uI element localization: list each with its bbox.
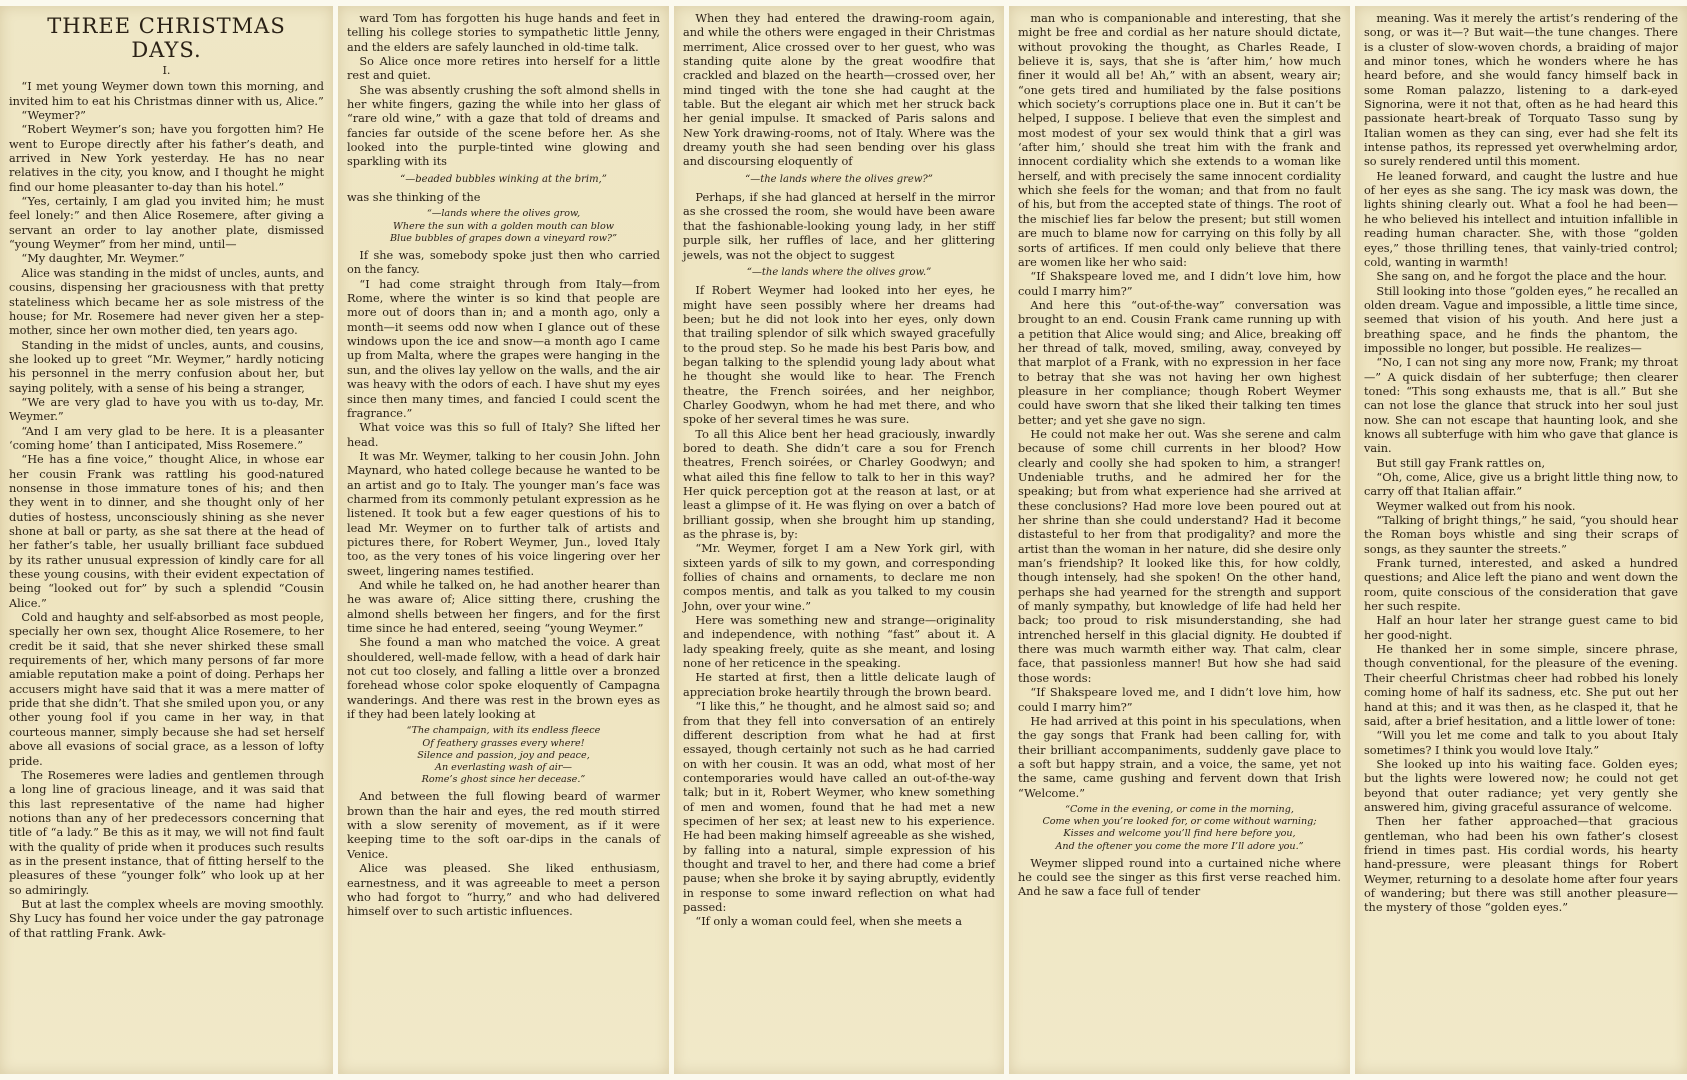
column-3-text-b	[683, 191, 995, 263]
paragraph: Here was something new and strange—originality and independence, with nothing “fast” about it. A lady speaking freely, quite as she meant, and losing none of her reticence in the speaking.	[683, 614, 995, 671]
paragraph: “If Shakspeare loved me, and I didn’t love him, how could I marry him?”	[1018, 270, 1341, 298]
paragraph: “My daughter, Mr. Weymer.”	[21, 252, 185, 266]
poem-line: Where the sun with a golden mouth can blow	[393, 220, 614, 232]
paragraph: What voice was this so full of Italy? She lifted her head.	[347, 421, 660, 449]
article-title: THREE CHRISTMAS DAYS.	[47, 14, 286, 62]
paragraph: It was Mr. Weymer, talking to her cousin John. John Maynard, who hated college because he wanted to be an artist and go to Italy. The younger man’s face was charmed from its commonly petulant expression as he listened. It took but a few eager questions of his to lead Mr. Weymer on to further talk of artists and pictures there, for Robert Weymer, Jun., loved Italy too, as the very tones of his voice lingering over her sweet, lingering names testified.	[347, 449, 660, 578]
column-5	[1355, 6, 1687, 1074]
poem-line: Of feathery grasses every where!	[422, 737, 585, 749]
paragraph: Cold and haughty and self-absorbed as most people, specially her own sex, thought Alice Rosemere, to her credit be it said, that she never shirked these small requirements of her, which many persons of far more amiable reputation make a point of doing. Perhaps her accusers might have said that it was a mere matter of pride that she didn’t. That she smiled upon you, or any other young fool if you came in her way, in that courteous manner, simply because she had set herself above all evasions of social grace, as a lesson of lofty pride.	[9, 611, 324, 768]
paragraph: He thanked her in some simple, sincere phrase, though conventional, for the pleasure of the evening. Their cheerful Christmas cheer had robbed his lonely coming home of half its sadness, etc. She put out her hand at this; and it was then, as he clasped it, that he said, after a brief hesitation, and a little lower of tone:	[1364, 643, 1678, 728]
paragraph: “Oh, come, Alice, give us a bright little thing now, to carry off that Italian affair.”	[1364, 471, 1678, 499]
column-2-text-c	[347, 249, 660, 722]
paragraph: “I like this,” he thought, and he almost said so; and from that they fell into conversation of an entirely different description from what he had at first essayed, though certainly not such as he had carried on with her cousin. It was an odd, what most of her contemporaries would have called an out-of-the-way talk; but in it, Robert Weymer, who knew something of men and women, found that he had met a new specimen of her sex; at least new to his experience. He had been making himself agreeable as she wished, by falling into a natural, simple expression of his thought and travel to her, and there had come a brief pause; when she broke it by saying abruptly, evidently in response to some inward reflection on what had passed:	[683, 700, 995, 914]
paragraph: So Alice once more retires into herself for a little rest and quiet.	[347, 55, 660, 83]
paragraph: Alice was standing in the midst of uncles, aunts, and cousins, dispensing her graciousness with that pretty stateliness which became her as sole mistress of the house; for Mr. Rosemere had never given her a step-mother, since her own mother died, ten years ago.	[9, 266, 324, 338]
column-1	[0, 6, 333, 1074]
paragraph: To all this Alice bent her head graciously, inwardly bored to death. She didn’t care a sou for French theatres, French soirées, or Charley Goodwyn; and what ailed this fine fellow to talk to her in this way? Her quick perception got at the reason at last, or at least a glimpse of it. He was flying on over a batch of brilliant gossip, when she brought him up standing, as the phrase is, by:	[683, 427, 995, 542]
paragraph: “He has a fine voice,” thought Alice, in whose ear her cousin Frank was rattling his good-natured nonsense in those immature tones of his; and then they went in to dinner, and she thought only of her duties of hostess, unconsciously shining as she never shone at ball or party, as she sat there at the head of her father’s table, her usually brilliant face subdued by its rather unusual expression of kindly care for all these young cousins, with their evident expectation of being “looked out for” by such a splendid “Cousin Alice.”	[9, 453, 324, 610]
column-1-text	[9, 80, 324, 941]
paragraph: “We are very glad to have you with us to-day, Mr. Weymer.”	[9, 395, 324, 424]
column-4-text-a	[1018, 12, 1341, 801]
poem-line: Rome’s ghost since her decease.”	[421, 774, 586, 786]
paragraph: ward Tom has forgotten his huge hands and feet in telling his college stories to sympathetic little Jenny, and the elders are safely launched in old-time talk.	[347, 12, 660, 54]
paragraph: She sang on, and he forgot the place and the hour.	[1376, 270, 1667, 284]
paragraph: He leaned forward, and caught the lustre and hue of her eyes as she sang. The icy mask was down, the lights shining clearly out. What a fool he had been—he who believed his intellect and intuition infallible in reading human character. She, with those “golden eyes,” those thrilling tenes, that vainly-tried control; cold, wanting in warmth!	[1364, 169, 1678, 269]
paragraph: Half an hour later her strange guest came to bid her good-night.	[1364, 614, 1678, 642]
paragraph: If Robert Weymer had looked into her eyes, he might have seen possibly where her dreams had been; but he did not look into her eyes, only down that trailing splendor of silk which swayed gracefully to the proud step. So he made his best Paris bow, and began talking to the splendid young lady about what he thought she would like to hear. The French theatre, the French soirées, and her neighbor, Charley Goodwyn, whom he had met there, and who spoke of her several times he was sure.	[683, 284, 995, 427]
poem-line: Kisses and welcome you’ll find here before you,	[1063, 828, 1296, 840]
paragraph: “No, I can not sing any more now, Frank; my throat—” A quick disdain of her subterfuge; then clearer toned: “This song exhausts me, that is all.” But she can not lose the glance that struck into her soul just now. She can not escape that haunting look, and she knows all subterfuge with him who gave that glance is vain.	[1364, 356, 1678, 456]
paragraph: Perhaps, if she had glanced at herself in the mirror as she crossed the room, she would have been aware that the fashionable-looking young lady, in her stiff purple silk, her ruffles of lace, and her glittering jewels, was not the object to suggest	[683, 191, 995, 262]
paragraph: But at last the complex wheels are moving smoothly. Shy Lucy has found her voice under the gay patronage of that rattling Frank. Awk-	[9, 897, 324, 940]
poem-olives	[347, 208, 660, 245]
paragraph: meaning. Was it merely the artist’s rendering of the song, or was it—? But wait—the tune changes. There is a cluster of slow-woven chords, a braiding of major and minor tones, which he wonders where he has heard before, and she would fancy himself back in some Roman palazzo, listening to a dark-eyed Signorina, were it not that, often as he had heard this passionate heart-break of Torquato Tasso sung by Italian women as they can sing, ever had she felt its intense pathos, its repressed yet overwhelming ardor, so surely rendered until this moment.	[1364, 12, 1678, 169]
section-number: I.	[162, 64, 171, 77]
paragraph: He started at first, then a little delicate laugh of appreciation broke heartily through the brown beard.	[683, 671, 995, 699]
poem-line: Blue bubbles of grapes down a vineyard row?”	[390, 232, 617, 244]
paragraph: “I met young Weymer down town this morning, and invited him to eat his Christmas dinner with us, Alice.”	[9, 80, 324, 108]
paragraph: “Will you let me come and talk to you about Italy sometimes? I think you would love Italy.”	[1364, 729, 1678, 757]
poem-line: “Come in the evening, or come in the morning,	[1065, 803, 1294, 815]
column-4-text-b	[1018, 857, 1341, 900]
paragraph: “If only a woman could feel, when she meets a	[695, 915, 962, 929]
paragraph: man who is companionable and interesting, that she might be free and cordial as her nature should dictate, without provoking the thought, as Charles Reade, I believe it is, says, that she is ‘after him,’ how much finer it would all be! Ah,” with an absent, weary air; “one gets tired and humiliated by the false positions which society’s corruptions place one in. But it can’t be helped, I suppose. I believe that even the simplest and most modest of your sex would think that a girl was ‘after him,’ should she treat him with the frank and innocent cordiality which she extends to a woman like herself, and with precisely the same innocent cordiality which she feels for the woman; and that from no fault of his, but from the accepted state of things. The root of the mischief lies far below the present; but still women are much to blame now for carrying on this folly by all sorts of artifices. If men could only believe that there are women like her who said:	[1018, 12, 1341, 269]
paragraph: Frank turned, interested, and asked a hundred questions; and Alice left the piano and went down the room, quite conscious of the consideration that gave her such respite.	[1364, 557, 1678, 614]
paragraph: “Weymer?”	[21, 109, 86, 123]
column-3	[674, 6, 1004, 1074]
paragraph: “If Shakspeare loved me, and I didn’t love him, how could I marry him?”	[1018, 686, 1341, 714]
paragraph: When they had entered the drawing-room again, and while the others were engaged in their Christmas merriment, Alice crossed over to her guest, who was standing quite alone by the great woodfire that crackled and blazed on the hearth—crossed over, her mind tinged with the tone she had caught at the table. But the elegant air which met her struck back her genial impulse. It smacked of Paris salons and New York drawing-rooms, not of Italy. Where was the dreamy youth she had seen bending over his glass and discoursing eloquently of	[683, 12, 995, 169]
paragraph: The Rosemeres were ladies and gentlemen through a long line of gracious lineage, and it was said that this last representative of the name had higher notions than any of her predecessors concerning that title of “a lady.” Be this as it may, we will not find fault with the quality of pride when it produces such results as in the present instance, that of fitting herself to the pleasures of these “younger folk” who look up at her so admiringly.	[9, 768, 324, 897]
paragraph: “I had come straight through from Italy—from Rome, where the winter is so kind that people are more out of doors than in; and a month ago, only a month—it seems odd now when I glance out of these windows upon the ice and snow—a month ago I came up from Malta, where the grapes were hanging in the sun, and the olives lay yellow on the walls, and the air was heavy with the odors of each. I have shut my eyes since then many times, and fancied I could scent the fragrance.”	[347, 277, 660, 420]
poem-line: And the oftener you come the more I’ll adore you.”	[1055, 840, 1304, 852]
column-5-text	[1364, 12, 1678, 916]
paragraph: Still looking into those “golden eyes,” he recalled an olden dream. Vague and impossible, a little time since, seemed that vision of his youth. And here just a breathing space, and he finds the phantom, the impossible no longer, but possible. He realizes—	[1364, 284, 1678, 355]
paragraph: Weymer slipped round into a curtained niche where he could see the singer as this first verse reached him. And he saw a face full of tender	[1018, 856, 1341, 899]
column-3-text-a	[683, 12, 995, 170]
paragraph: Weymer walked out from his nook.	[1376, 499, 1576, 513]
column-3-text-c	[683, 284, 995, 929]
paragraph: “Talking of bright things,” he said, “you should hear the Roman boys whistle and sing their scraps of songs, as they saunter the streets.”	[1364, 514, 1678, 556]
paragraph: And here this “out-of-the-way” conversation was brought to an end. Cousin Frank came running up with a petition that Alice would sing; and Alice, breaking off her thread of talk, moved, smiling, away, conveyed by that marplot of a Frank, with no expression in her face to betray that she was not having her own highest pleasure in her compliance; though Robert Weymer could have sworn that she liked their talking ten times better; and yet she gave no sign.	[1018, 298, 1341, 427]
paragraph: Then her father approached—that gracious gentleman, who had been his own father’s closest friend in times past. His cordial words, his hearty hand-pressure, were pleasant things for Robert Weymer, returning to a desolate home after four years of wandering; but there was still another pleasure—the mystery of those “golden eyes.”	[1364, 815, 1678, 915]
column-2-text-a	[347, 12, 660, 170]
paragraph: But still gay Frank rattles on,	[1376, 456, 1546, 470]
column-4	[1009, 6, 1350, 1074]
paragraph: “Mr. Weymer, forget I am a New York girl, with sixteen yards of silk to my gown, and corresponding follies of chains and ornaments, to declare me non compos mentis, and talk as you talked to my cousin John, over your wine.”	[683, 542, 995, 613]
paragraph: And between the full flowing beard of warmer brown than the hair and eyes, the red mouth stirred with a slow serenity of movement, as if it were keeping time to the soft oar-dips in the canals of Venice.	[347, 790, 660, 861]
poem-line: Come when you’re looked for, or come without warning;	[1042, 816, 1317, 828]
quote-lands-olives-2: “—the lands where the olives grow.”	[746, 266, 932, 278]
paragraph: Alice was pleased. She liked enthusiasm, earnestness, and it was agreeable to meet a person who had forgot to “hurry,” and who had delivered himself over to such artistic influences.	[347, 862, 660, 919]
poem-line: An everlasting wash of air—	[435, 762, 572, 774]
paragraph: He had arrived at this point in his speculations, when the gay songs that Frank had been calling for, with their brilliant accompaniments, suddenly gave place to a soft but happy strain, and a voice, the same, yet not the same, came gushing and fervent down that Irish “Welcome.”	[1018, 714, 1341, 800]
quote-beaded-bubbles: “—beaded bubbles winking at the brim,”	[400, 173, 607, 185]
paragraph: If she was, somebody spoke just then who carried on the fancy.	[347, 249, 660, 277]
paragraph: And while he talked on, he had another hearer than he was aware of; Alice sitting there, crushing the almond shells between her fingers, and for the first time since he had entered, seeing “young Weymer.”	[347, 578, 660, 636]
poem-line: “—lands where the olives grow,	[426, 208, 581, 220]
paragraph: Standing in the midst of uncles, aunts, and cousins, she looked up to greet “Mr. Weymer,” hardly noticing his personnel in the merry confusion about her, but saying politely, with a sense of his being a stranger,	[9, 338, 324, 395]
column-2	[338, 6, 669, 1074]
column-2-text-d	[347, 790, 660, 919]
paragraph: She looked up into his waiting face. Golden eyes; but the lights were lowered now; he could not get beyond that outer radiance; yet very gently she answered him, giving graceful assurance of welcome.	[1364, 757, 1678, 814]
paragraph: “And I am very glad to be here. It is a pleasanter ‘coming home’ than I anticipated, Miss Rosemere.”	[9, 424, 324, 452]
paragraph: “Robert Weymer’s son; have you forgotten him? He went to Europe directly after his father’s death, and arrived in New York yesterday. He has no near relatives in the city, you know, and I thought he might find our home pleasanter to-day than his hotel.”	[9, 123, 324, 194]
poem-line: Silence and passion, joy and peace,	[417, 749, 590, 761]
paragraph: She was absently crushing the soft almond shells in her white fingers, gazing the while into her glass of “rare old wine,” with a gaze that told of dreams and fancies far outside of the scene before her. As she looked into the purple-tinted wine glowing and sparkling with its	[347, 83, 660, 169]
poem-welcome	[1018, 804, 1341, 853]
paragraph: “Yes, certainly, I am glad you invited him; he must feel lonely:” and then Alice Rosemere, after giving a servant an order to lay another plate, dismissed “young Weymer” from her mind, until—	[9, 195, 324, 252]
poem-champaign	[347, 725, 660, 786]
paragraph: He could not make her out. Was she serene and calm because of some chill currents in her blood? How clearly and coolly she had spoken to him, a stranger! Undeniable truths, and he admired her for the speaking; but from what experience had she arrived at these conclusions? Had more love been poured out at her shrine than she could understand? Had it become distasteful to her from that prodigality? and more the artist than the woman in her nature, did she desire only man’s friendship? It looked like this, for how coldly, though intensely, had she spoken! On the other hand, perhaps she had yearned for the strength and support of manly sympathy, but knowledge of life had held her back; too proud to risk misunderstanding, she had intrenched herself in this glacial dignity. He doubted if there was much warmth either way. That calm, clear face, that passionless manner! But how she had said those words:	[1018, 427, 1341, 685]
column-2-lead-in: was she thinking of the	[347, 191, 481, 205]
quote-lands-olives-1: “—the lands where the olives grew?”	[745, 173, 933, 185]
paragraph: She found a man who matched the voice. A great shouldered, well-made fellow, with a head of dark hair not cut too closely, and falling a little over a bronzed forehead whose color spoke eloquently of Campagna wanderings. And there was rest in the brown eyes as if they had been lately looking at	[347, 636, 660, 722]
poem-line: “The champaign, with its endless fleece	[406, 725, 601, 737]
